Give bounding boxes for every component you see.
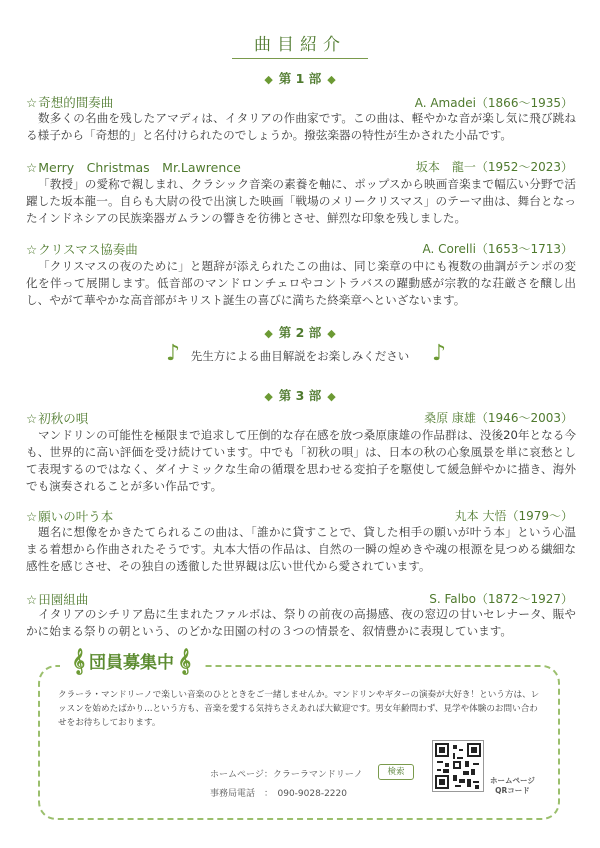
star-icon: ☆: [26, 592, 38, 607]
piece-title-label: 初秋の唄: [38, 411, 89, 426]
piece-title-label: 田園組曲: [38, 592, 89, 607]
treble-clef-icon: 𝄞: [178, 649, 192, 674]
composer: 坂本 龍一（1952～2023）: [415, 160, 573, 174]
qr-caption-line2: QRコード: [495, 786, 530, 795]
part1-heading: [0, 69, 600, 87]
part2-heading-label: 第 2 部: [278, 325, 322, 340]
piece-title: [26, 409, 88, 427]
part3-heading: [0, 386, 600, 404]
piece-title: [26, 240, 138, 258]
composer: A. Corelli（1653～1713）: [422, 242, 573, 256]
part1-heading-label: 第 1 部: [278, 71, 322, 86]
piece-title-label: 奇想的間奏曲: [38, 95, 114, 110]
composer: A. Amadei（1866～1935）: [414, 96, 573, 110]
piece-description: 題名に想像をかきたてられるこの曲は、「誰かに貸すことで、貸した相手の願いが叶う本」という心温まる着想から作曲されたそうです。丸本大悟の作品は、自然の一瞬の煌めきや魂の根源を見つめる繊細な感性を感じさせ、その独自の透徹した世界観は広い世代から愛されています。: [26, 525, 576, 573]
qr-caption-line1: ホームページ: [490, 776, 535, 785]
search-button[interactable]: 検索: [378, 764, 414, 780]
piece-description: 数多くの名曲を残したアマディは、イタリアの作曲家です。この曲は、軽やかな音が楽し気に飛び跳ねる様子から「奇想的」と名付けられたのでしょうか。撥弦楽器の特性が生かされた小品です。: [26, 111, 576, 142]
composer: S. Falbo（1872～1927）: [429, 592, 573, 606]
music-note-icon: ♪: [432, 341, 447, 366]
star-icon: ☆: [26, 242, 38, 257]
piece-title-label: クリスマス協奏曲: [38, 242, 138, 257]
treble-clef-icon: 𝄞: [72, 649, 86, 674]
diamond-icon: ◆: [264, 390, 273, 403]
piece-description: イタリアのシチリア島に生まれたファルボは、祭りの前夜の高揚感、夜の窓辺の甘いセレナータ、賑やかに始まる祭りの朝という、のどかな田園の村の３つの情景を、叙情豊かに表現しています。: [26, 607, 576, 638]
star-icon: ☆: [26, 509, 38, 524]
diamond-icon: ◆: [264, 327, 273, 340]
composer: 丸本 大悟（1979～）: [454, 509, 573, 523]
star-icon: ☆: [26, 411, 38, 426]
music-note-icon: ♪: [166, 341, 181, 366]
diamond-icon: ◆: [264, 73, 273, 86]
recruit-description: クラーラ・マンドリーノで楽しい音楽のひとときをご一緒しませんか。マンドリンやギターの演奏が大好き！という方は、レッスンを始めたばかり…という方も、音楽を愛する気持ちさえあれば大歓迎です。男女年齢問わず、見学や体験のお問い合わせをお待ちしております。: [58, 690, 540, 728]
piece-description: 「クリスマスの夜のために」と題辞が添えられたこの曲は、同じ楽章の中にも複数の曲調がテンポの変化を伴って展開します。低音部のマンドロンチェロやコントラバスの躍動感が宗教的な荘厳さを醸し出し、やがて華やかな高音部がキリスト誕生の喜びに満ちた終楽章へといざないます。: [26, 259, 576, 307]
piece-title: [26, 507, 113, 525]
piece-title-label: Merry Christmas Mr.Lawrence: [38, 160, 241, 175]
qr-caption: [490, 776, 535, 796]
part2-text: 先生方による曲目解説をお楽しみください: [190, 349, 410, 363]
piece-description: マンドリンの可能性を極限まで追求して圧倒的な存在感を放つ桑原康雄の作品群は、没後20年となる今も、世界的に高い評価を受け続けています。中でも「初秋の唄」は、日本の秋の心象風景を単に哀愁として表現するのではなく、ダイナミックな生命の循環を思わせる変拍子を駆使して緩急鮮やかに描き、海外でも演奏されることが多い作品です。: [26, 428, 576, 493]
page-title: 曲目紹介: [254, 35, 346, 55]
star-icon: ☆: [26, 95, 38, 110]
diamond-icon: ◆: [327, 327, 336, 340]
composer: 桑原 康雄（1946～2003）: [424, 411, 573, 425]
title-underline: [232, 58, 368, 59]
phone-label: 事務局電話 ： 090-9028-2220: [210, 789, 347, 799]
homepage-label: ホームページ：クラーラマンドリーノ: [210, 770, 363, 780]
diamond-icon: ◆: [327, 73, 336, 86]
piece-title-label: 願いの叶う本: [38, 509, 114, 524]
piece-description: 「教授」の愛称で親しまれ、クラシック音楽の素養を軸に、ポップスから映画音楽まで幅広い分野で活躍した坂本龍一。自らも大尉の役で出演した映画「戦場のメリークリスマス」のテーマ曲は、舞台となったインドネシアの民族楽器ガムランの響きを彷彿とさせ、鮮烈な印象を残しました。: [26, 177, 576, 225]
qr-code-icon: [433, 741, 483, 791]
recruit-title: [60, 648, 203, 674]
part2-heading: [0, 323, 600, 341]
piece-title: [26, 158, 241, 176]
diamond-icon: ◆: [327, 390, 336, 403]
piece-title: [26, 93, 113, 111]
part3-heading-label: 第 3 部: [278, 388, 322, 403]
recruit-title-label: 団員募集中: [89, 653, 175, 673]
star-icon: ☆: [26, 160, 38, 175]
qr-code[interactable]: [432, 740, 484, 792]
